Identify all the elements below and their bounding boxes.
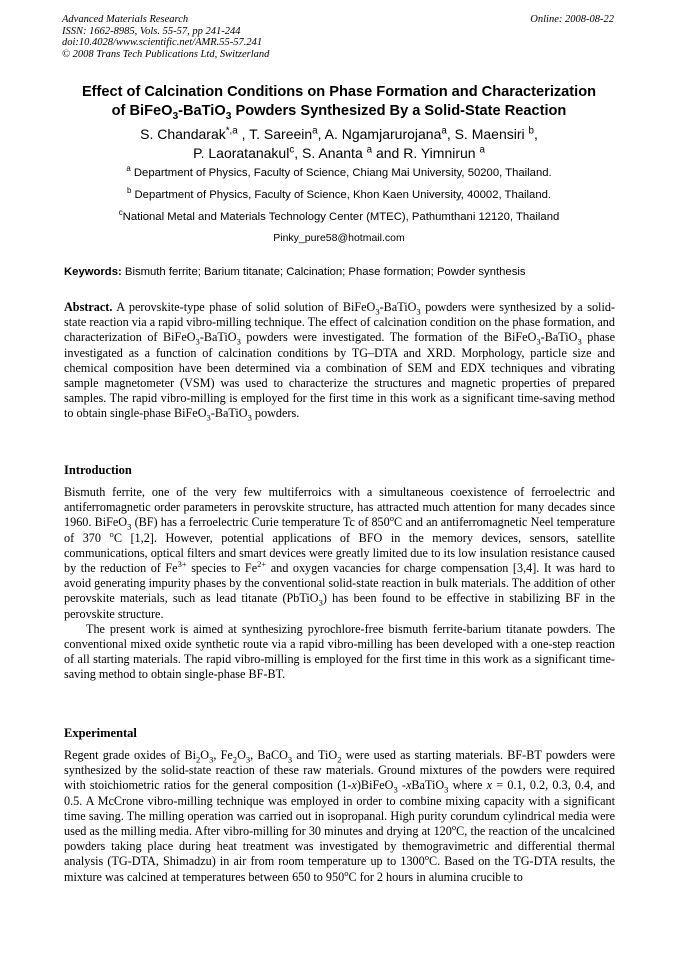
doi-line: doi:10.4028/www.scientific.net/AMR.55-57.241 — [62, 37, 263, 48]
intro-paragraph-1: Bismuth ferrite, one of the very few multiferroics with a simultaneous coexistence of ferroelectric and antiferromagnetic order parameters in perovskite structure, has attracted much attention for many decades since 1960. BiFeO$_3$ (BF) has a ferroelectric Curie temperature Tc of 850$^o$C and an antiferromagnetic Neel temperature of 370 $^o$C [1,2]. However, potential applications of BFO in the memory devices, sensors, satellite communications, optical filters and smart devices were greatly limited due to its low insulation resistance caused by the reduction of $Fe^{3+}$ species to $Fe^{2+}$ and oxygen vacancies for charge compensation [3,4]. It was hard to avoid generating impurity phases by the conventional solid-state reaction in bulk materials. The addition of other perovskite materials, such as lead titanate (PbTiO$_3$) has been found to be effective in stabilizing BF in the perovskite structure. — [64, 485, 615, 621]
experimental-heading: Experimental — [64, 726, 137, 740]
author-list — [30, 125, 648, 163]
contact-email[interactable]: Pinky_pure58@hotmail.com — [273, 232, 405, 244]
online-date: Online: 2008-08-22 — [530, 14, 614, 25]
title-line-1: Effect of Calcination Conditions on Phase Formation and Characterization — [81, 84, 597, 100]
introduction-body — [64, 485, 615, 683]
abstract-paragraph: Abstract. A perovskite-type phase of solid solution of BiFeO$_3$-BaTiO$_3$ powders were synthesized by a solid-state reaction via a rapid vibro-milling technique. The effect of calcination condition on the phase formation, and characterization of BiFeO$_3$-BaTiO$_3$ powders were investigated. The formation of the BiFeO$_3$-BaTiO$_3$ phase investigated as a function of calcination conditions by TG–DTA and XRD. Morphology, particle size and chemical composition have been determined via a combination of SEM and EDX techniques and vibrating sample magnetometer (VSM) was used to characterize the structures and magnetic properties of prepared samples. The rapid vibro-milling is employed for the first time in this work as a significant time-saving method to obtain single-phase BiFeO$_3$-BaTiO$_3$ powders. — [64, 300, 615, 423]
affiliation-a: $^a$ Department of Physics, Faculty of Science, Chiang Mai University, 50200, Thailand. — [126, 164, 552, 179]
experimental-body — [64, 748, 615, 885]
intro-paragraph-2: The present work is aimed at synthesizing pyrochlore-free bismuth ferrite-barium titanate powders. The conventional mixed oxide synthetic route via a rapid vibro-milling has been developed with a one-step reaction of all starting materials. The rapid vibro-milling is employed for the first time in this work as a significant time-saving method to obtain single-phase BF-BT. — [64, 621, 615, 682]
author-line-2: P. Laoratanakul$^c$, S. Ananta $^a$ and R. Yimnirun $^a$ — [193, 144, 485, 161]
paper-title — [30, 83, 648, 121]
experimental-paragraph: Regent grade oxides of $Bi_2O_3$, $Fe_2O_3$, BaCO$_3$ and TiO$_2$ were used as starting materials. BF-BT powders were synthesized by the solid-state reaction of these raw materials. Ground mixtures of the powders were required with stoichiometric ratios for the general composition (1-x)BiFeO$_3$ -xBaTiO$_3$ where x = 0.1, 0.2, 0.3, 0.4, and 0.5. A McCrone vibro-milling technique was employed in order to combine mixing capacity with a significant time saving. The milling operation was carried out in isopropanal. High purity corundum cylindrical media were used as the milling media. After vibro-milling for 30 minutes and drying at 120$^o$C, the reaction of the uncalcined powders taking place during heat treatment was investigated by themogravimetric and differential thermal analysis (TG-DTA, Shimadzu) in air from room temperature up to 1300$^o$C. Based on the TG-DTA results, the mixture was calcined at temperatures between 650 to 950$^o$C for 2 hours in alumina crucible to — [64, 748, 616, 884]
copyright-line: © 2008 Trans Tech Publications Ltd, Switzerland — [62, 48, 270, 60]
title-line-2: of BiFeO$_3$-BaTiO$_3$ Powders Synthesized By a Solid-State Reaction — [111, 103, 567, 122]
author-line-1: S. Chandarak$^{*,a}$ , T. Sareein$^a$, A. Ngamjarurojana$^a$, S. Maensiri $^b$, — [140, 125, 538, 142]
affiliation-b: $^b$ Department of Physics, Faculty of Science, Khon Kaen University, 40002, Thailand. — [126, 186, 552, 201]
affiliation-c: $^c$National Metal and Materials Technology Center (MTEC), Pathumthani 12120, Thailand — [118, 208, 560, 223]
issn-line: ISSN: 1662-8985, Vols. 55-57, pp 241-244 — [62, 25, 241, 37]
journal-name: Advanced Materials Research — [62, 14, 189, 25]
keywords: Keywords: Bismuth ferrite; Barium titanate; Calcination; Phase formation; Powder synthesis — [64, 266, 526, 278]
introduction-heading: Introduction — [64, 463, 132, 477]
journal-header — [62, 14, 269, 60]
